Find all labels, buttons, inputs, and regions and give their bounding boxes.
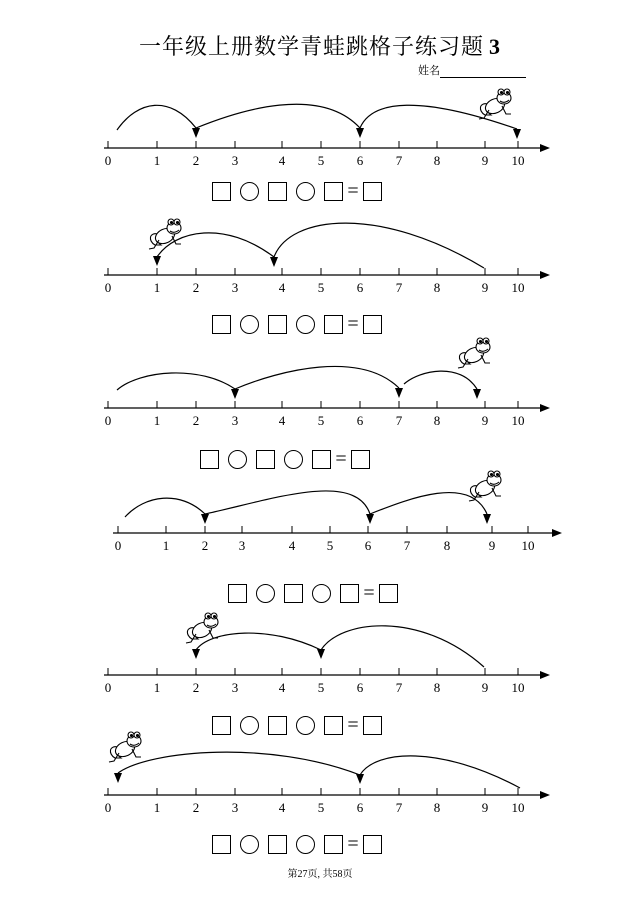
- frog-pupil: [208, 616, 210, 618]
- title-text: 一年级上册数学青蛙跳格子练习题: [138, 34, 484, 59]
- operator-circle: [284, 450, 303, 469]
- jump-arc: [125, 498, 205, 517]
- answer-box: [340, 584, 359, 603]
- page-footer: 第27页, 共58页: [287, 869, 353, 880]
- jump-arrowhead-icon: [483, 514, 491, 524]
- number-line-5: [104, 613, 550, 695]
- tick-label: 3: [231, 153, 239, 168]
- tick-label: 10: [521, 538, 535, 553]
- equals-sign: =: [347, 833, 359, 855]
- tick-label: 3: [231, 280, 239, 295]
- tick-label: 7: [403, 538, 411, 553]
- number-line-4: [113, 471, 562, 553]
- answer-box: [324, 182, 343, 201]
- tick-label: 10: [511, 680, 525, 695]
- tick-label: 5: [317, 280, 325, 295]
- jump-arrowhead-icon: [114, 773, 122, 783]
- frog-icon: [186, 613, 218, 643]
- jump-arrowhead-icon: [201, 514, 209, 524]
- tick-label: 6: [356, 280, 364, 295]
- tick-label: 8: [433, 680, 441, 695]
- jump-arrowhead-icon: [317, 649, 325, 659]
- tick-label: 4: [278, 800, 286, 815]
- equation-row-4: [228, 583, 407, 603]
- tick-label: 1: [153, 680, 161, 695]
- tick-label: 1: [153, 153, 161, 168]
- jump-arrowhead-icon: [513, 129, 521, 139]
- operator-circle: [296, 315, 315, 334]
- jump-arrowhead-icon: [356, 128, 364, 138]
- number-line-3: [104, 338, 550, 428]
- jump-arc: [404, 371, 477, 389]
- frog-pupil: [177, 222, 179, 224]
- tick-label: 7: [395, 153, 403, 168]
- tick-label: 9: [481, 800, 489, 815]
- frog-pupil: [480, 341, 482, 343]
- answer-box: [268, 835, 287, 854]
- jump-arc: [205, 491, 370, 514]
- jump-arc: [370, 493, 487, 514]
- tick-label: 3: [238, 538, 246, 553]
- tick-label: 8: [433, 800, 441, 815]
- operator-circle: [240, 835, 259, 854]
- result-box: [363, 315, 382, 334]
- jump-arrowhead-icon: [231, 389, 239, 399]
- tick-label: 10: [511, 153, 525, 168]
- tick-label: 4: [278, 280, 286, 295]
- axis-arrow-icon: [540, 404, 550, 412]
- frog-pupil: [214, 616, 216, 618]
- equals-sign: =: [347, 714, 359, 736]
- jump-arc: [117, 373, 235, 390]
- tick-label: 7: [395, 413, 403, 428]
- title-number: 3: [489, 34, 501, 59]
- jump-arc: [274, 223, 484, 268]
- tick-label: 1: [153, 800, 161, 815]
- frog-pupil: [137, 735, 139, 737]
- tick-label: 6: [356, 153, 364, 168]
- tick-label: 1: [162, 538, 170, 553]
- operator-circle: [240, 182, 259, 201]
- answer-box: [324, 835, 343, 854]
- equation-row-1: [212, 181, 391, 201]
- frog-icon: [458, 338, 490, 368]
- answer-box: [268, 315, 287, 334]
- jump-arc: [117, 105, 196, 130]
- axis-arrow-icon: [540, 144, 550, 152]
- answer-box: [268, 716, 287, 735]
- frog-pupil: [486, 341, 488, 343]
- equals-sign: =: [363, 582, 375, 604]
- answer-box: [212, 182, 231, 201]
- frog-icon: [479, 89, 511, 119]
- tick-label: 0: [104, 800, 112, 815]
- jump-arc: [118, 752, 360, 775]
- frog-pupil: [171, 222, 173, 224]
- frog-pupil: [497, 474, 499, 476]
- tick-label: 9: [481, 280, 489, 295]
- answer-box: [312, 450, 331, 469]
- frog-pupil: [501, 92, 503, 94]
- tick-label: 8: [433, 413, 441, 428]
- answer-box: [324, 315, 343, 334]
- jump-arrowhead-icon: [356, 774, 364, 784]
- answer-box: [200, 450, 219, 469]
- answer-box: [212, 716, 231, 735]
- tick-label: 6: [356, 800, 364, 815]
- tick-label: 8: [433, 280, 441, 295]
- answer-box: [284, 584, 303, 603]
- jump-arrowhead-icon: [192, 128, 200, 138]
- tick-label: 2: [192, 153, 200, 168]
- tick-label: 5: [326, 538, 334, 553]
- jump-arrowhead-icon: [270, 257, 278, 267]
- tick-label: 0: [114, 538, 122, 553]
- equation-row-2: [212, 314, 391, 334]
- tick-label: 9: [481, 680, 489, 695]
- tick-label: 0: [104, 280, 112, 295]
- equation-row-3: [200, 449, 379, 469]
- answer-box: [256, 450, 275, 469]
- tick-label: 4: [288, 538, 296, 553]
- tick-label: 9: [488, 538, 496, 553]
- frog-pupil: [491, 474, 493, 476]
- operator-circle: [240, 315, 259, 334]
- frog-icon: [109, 732, 141, 762]
- answer-box: [212, 835, 231, 854]
- operator-circle: [240, 716, 259, 735]
- equation-row-5: [212, 715, 391, 735]
- tick-label: 5: [317, 680, 325, 695]
- tick-label: 5: [317, 153, 325, 168]
- tick-label: 4: [278, 153, 286, 168]
- operator-circle: [296, 716, 315, 735]
- axis-arrow-icon: [552, 529, 562, 537]
- axis-arrow-icon: [540, 791, 550, 799]
- operator-circle: [296, 835, 315, 854]
- tick-label: 4: [278, 413, 286, 428]
- tick-label: 2: [192, 680, 200, 695]
- tick-label: 5: [317, 413, 325, 428]
- tick-label: 10: [511, 800, 525, 815]
- jump-arrowhead-icon: [153, 256, 161, 266]
- tick-label: 3: [231, 413, 239, 428]
- jump-arrowhead-icon: [192, 649, 200, 659]
- tick-label: 6: [356, 413, 364, 428]
- tick-label: 6: [356, 680, 364, 695]
- equals-sign: =: [347, 180, 359, 202]
- frog-pupil: [507, 92, 509, 94]
- jump-arc: [196, 104, 360, 128]
- jump-arc: [360, 756, 520, 788]
- number-line-1: [104, 89, 550, 168]
- tick-label: 7: [395, 800, 403, 815]
- operator-circle: [312, 584, 331, 603]
- tick-label: 2: [192, 800, 200, 815]
- tick-label: 5: [317, 800, 325, 815]
- result-box: [363, 835, 382, 854]
- jump-arrowhead-icon: [473, 389, 481, 399]
- tick-label: 9: [481, 153, 489, 168]
- tick-label: 2: [192, 413, 200, 428]
- jump-arrowhead-icon: [395, 388, 403, 398]
- equals-sign: =: [335, 448, 347, 470]
- tick-label: 4: [278, 680, 286, 695]
- operator-circle: [228, 450, 247, 469]
- frog-pupil: [131, 735, 133, 737]
- result-box: [363, 716, 382, 735]
- jump-arc: [196, 633, 321, 650]
- answer-box: [228, 584, 247, 603]
- number-line-2: [104, 219, 550, 295]
- tick-label: 1: [153, 413, 161, 428]
- equals-sign: =: [347, 313, 359, 335]
- jump-arrowhead-icon: [366, 514, 374, 524]
- axis-arrow-icon: [540, 671, 550, 679]
- tick-label: 2: [192, 280, 200, 295]
- answer-box: [268, 182, 287, 201]
- tick-label: 6: [364, 538, 372, 553]
- number-line-6: [104, 732, 550, 815]
- tick-label: 2: [201, 538, 209, 553]
- answer-box: [324, 716, 343, 735]
- frog-icon: [149, 219, 181, 249]
- equation-row-6: [212, 834, 391, 854]
- tick-label: 0: [104, 413, 112, 428]
- tick-label: 8: [443, 538, 451, 553]
- answer-box: [212, 315, 231, 334]
- result-box: [363, 182, 382, 201]
- jump-arc: [235, 366, 399, 389]
- operator-circle: [296, 182, 315, 201]
- operator-circle: [256, 584, 275, 603]
- tick-label: 0: [104, 680, 112, 695]
- tick-label: 7: [395, 680, 403, 695]
- tick-label: 10: [511, 280, 525, 295]
- tick-label: 1: [153, 280, 161, 295]
- result-box: [351, 450, 370, 469]
- axis-arrow-icon: [540, 271, 550, 279]
- tick-label: 7: [395, 280, 403, 295]
- tick-label: 3: [231, 680, 239, 695]
- name-label: 姓名: [418, 65, 440, 77]
- jump-arc: [321, 626, 484, 667]
- frog-icon: [469, 471, 501, 501]
- tick-label: 9: [481, 413, 489, 428]
- result-box: [379, 584, 398, 603]
- tick-label: 8: [433, 153, 441, 168]
- tick-label: 3: [231, 800, 239, 815]
- tick-label: 0: [104, 153, 112, 168]
- tick-label: 10: [511, 413, 525, 428]
